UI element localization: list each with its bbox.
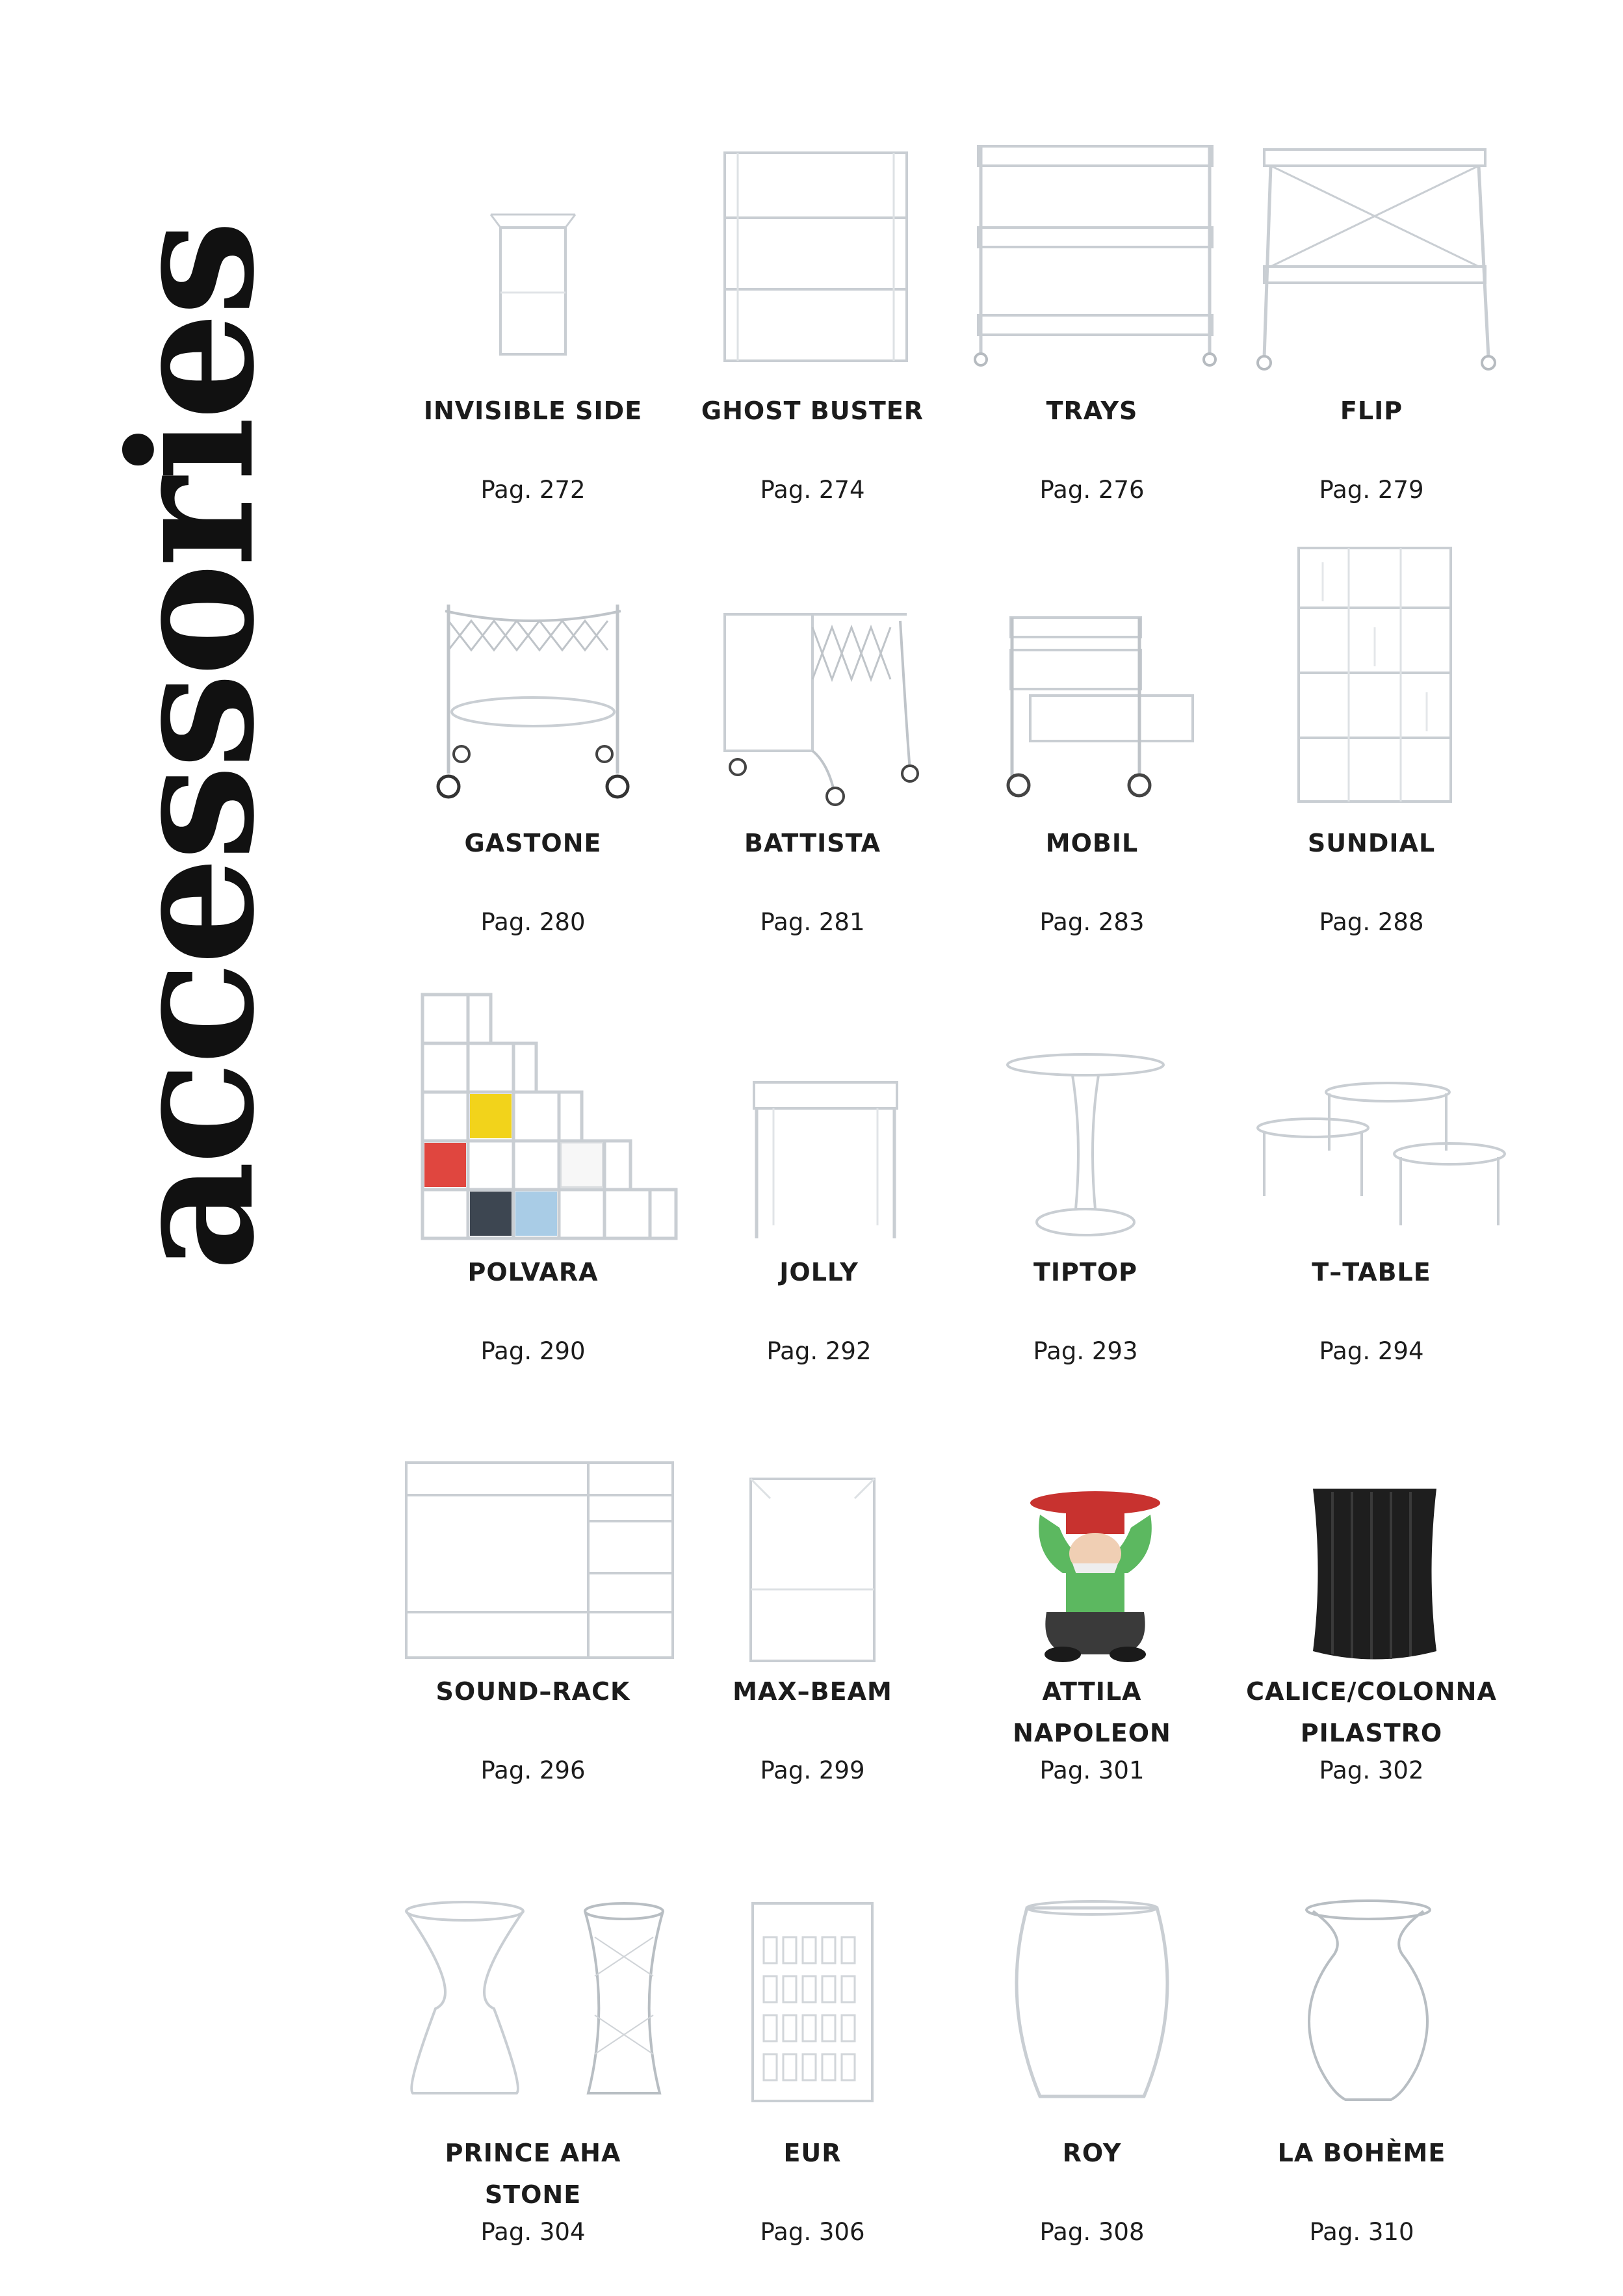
polvara-image	[419, 975, 679, 1242]
product-page: Pag. 276	[1039, 476, 1145, 504]
la-boheme-image	[1293, 1898, 1443, 2109]
product-name: EUR	[783, 2139, 842, 2167]
product-page: Pag. 302	[1319, 1756, 1424, 1784]
tiptop-image	[1001, 1047, 1170, 1242]
product-name: SUNDIAL	[1307, 829, 1436, 857]
product-name: PRINCE AHA	[445, 2139, 621, 2167]
product-page: Pag. 304	[480, 2218, 586, 2246]
product-name: CALICE/COLONNA	[1246, 1677, 1497, 1706]
product-page: Pag. 280	[480, 908, 586, 936]
section-title: accessories	[92, 224, 292, 1272]
flip-image	[1251, 143, 1498, 377]
product-page: Pag. 292	[766, 1337, 872, 1365]
product-page: Pag. 281	[760, 908, 865, 936]
max-beam-image	[744, 1472, 881, 1667]
product-name-line2: NAPOLEON	[1013, 1719, 1171, 1747]
product-page: Pag. 296	[480, 1756, 586, 1784]
product-page: Pag. 310	[1309, 2218, 1414, 2246]
product-name: INVISIBLE SIDE	[423, 397, 643, 425]
product-page: Pag. 279	[1319, 476, 1424, 504]
product-page: Pag. 272	[480, 476, 586, 504]
product-name: GASTONE	[464, 829, 602, 857]
mobil-image	[1004, 611, 1199, 806]
roy-image	[1001, 1898, 1183, 2106]
ghost-buster-image	[718, 146, 913, 367]
gastone-image	[432, 592, 634, 806]
product-page: Pag. 290	[480, 1337, 586, 1365]
invisible-side-image	[471, 208, 595, 364]
product-name: T–TABLE	[1312, 1258, 1431, 1286]
product-name-line2: PILASTRO	[1300, 1719, 1443, 1747]
product-page: Pag. 293	[1033, 1337, 1138, 1365]
product-page: Pag. 283	[1039, 908, 1145, 936]
battista-image	[712, 601, 920, 809]
jolly-image	[747, 1076, 903, 1245]
prince-aha-stone-image	[400, 1898, 692, 2106]
product-name: SOUND–RACK	[435, 1677, 630, 1706]
product-name: POLVARA	[467, 1258, 599, 1286]
product-page: Pag. 294	[1319, 1337, 1424, 1365]
product-name: TRAYS	[1046, 397, 1138, 425]
product-name: ATTILA	[1042, 1677, 1142, 1706]
sundial-image	[1293, 543, 1456, 806]
product-name: BATTISTA	[744, 829, 881, 857]
product-name: ROY	[1062, 2139, 1122, 2167]
product-name: MOBIL	[1045, 829, 1139, 857]
product-name: JOLLY	[779, 1258, 859, 1286]
product-name: TIPTOP	[1033, 1258, 1137, 1286]
product-page: Pag. 274	[760, 476, 865, 504]
sound-rack-image	[400, 1456, 679, 1664]
product-name: MAX–BEAM	[733, 1677, 892, 1706]
t-table-image	[1251, 1073, 1511, 1235]
product-page: Pag. 299	[760, 1756, 865, 1784]
product-page: Pag. 308	[1039, 2218, 1145, 2246]
product-name-line2: STONE	[484, 2180, 582, 2209]
trays-image	[972, 140, 1219, 374]
eur-image	[747, 1898, 877, 2106]
product-name: GHOST BUSTER	[701, 397, 924, 425]
product-page: Pag. 288	[1319, 908, 1424, 936]
calice-colonna-image	[1306, 1482, 1443, 1667]
product-name: FLIP	[1340, 397, 1403, 425]
product-page: Pag. 301	[1039, 1756, 1145, 1784]
attila-napoleon-image	[1027, 1489, 1163, 1664]
product-name: LA BOHÈME	[1277, 2139, 1446, 2167]
product-page: Pag. 306	[760, 2218, 865, 2246]
